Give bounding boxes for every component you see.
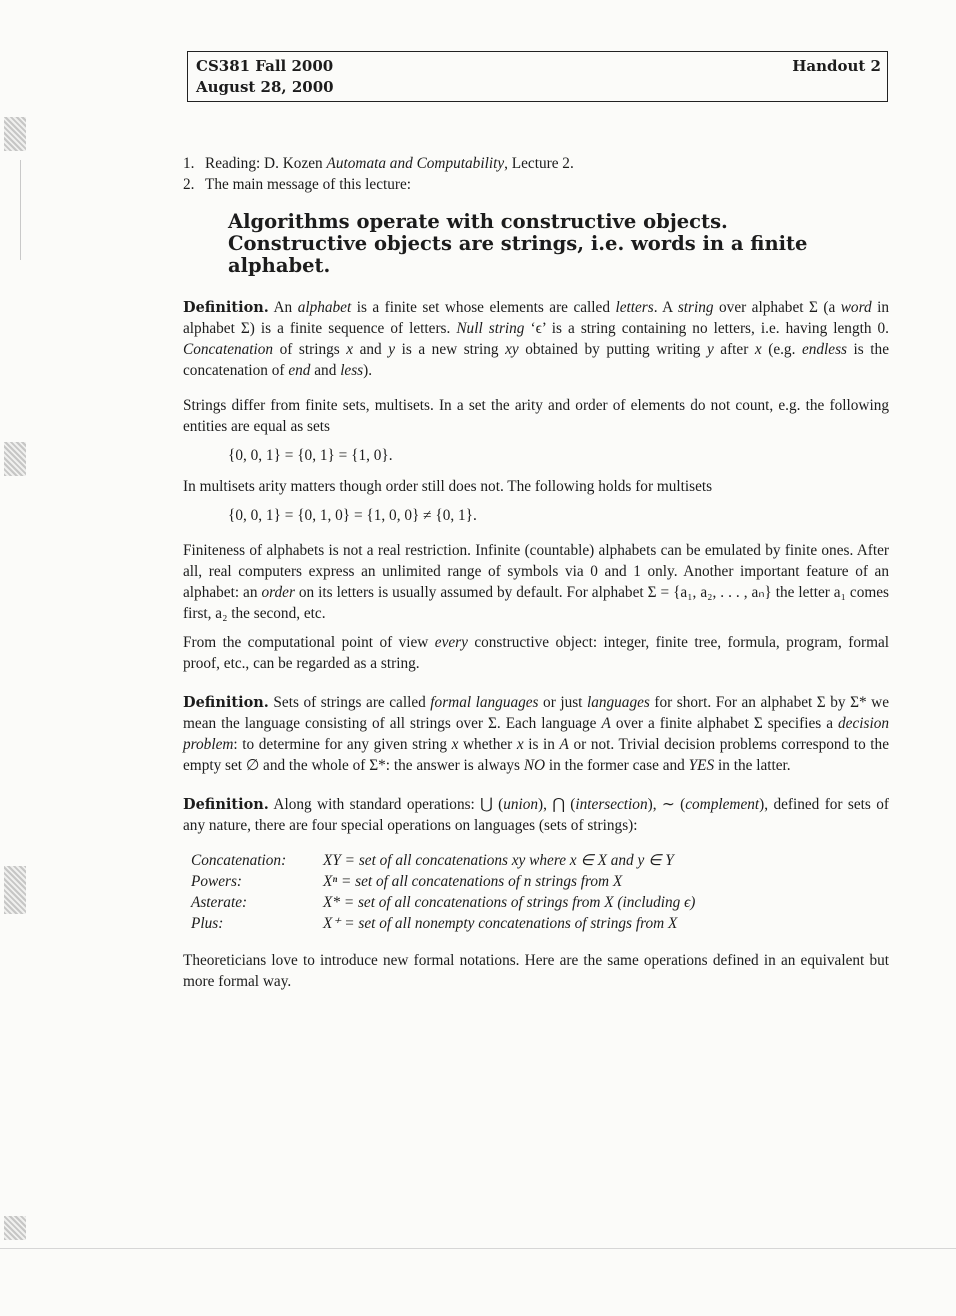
computational-paragraph: From the computational point of view every constructive object: integer, finite tree, formula, program, formal proof, etc., can be regarded as a string.: [183, 634, 890, 672]
sets-paragraph: Strings differ from finite sets, multisets. In a set the arity and order of elements do not count, e.g. the following entities are equal as sets: [183, 397, 889, 435]
definition-operations: Definition. Along with standard operations: ⋃ (union), ⋂ (intersection), ∼ (complement), defined for sets of any nature, there are four special operations on languages (sets of strings):: [183, 796, 889, 834]
document-body: [183, 153, 889, 992]
operations-table: [191, 850, 889, 934]
scan-artifact-middle: [4, 442, 26, 476]
definition-languages: Definition. Sets of strings are called formal languages or just languages for short. For an alphabet Σ by Σ* we mean the language consisting of all strings over Σ. Each language A over a finite alphabet Σ specifies a decision problem: to determine for any given string x whether x is in A or not. Trivial decision problems correspond to the empty set ∅ and the whole of Σ*: the answer is always NO in the former case and YES in the latter.: [183, 694, 889, 774]
course-title: CS381 Fall 2000: [196, 57, 334, 75]
operation-row: Asterate: X* = set of all concatenations of strings from X (including ϵ): [191, 894, 696, 911]
scan-margin-line: [20, 160, 21, 260]
multisets-paragraph: In multisets arity matters though order still does not. The following holds for multisets: [183, 478, 713, 495]
sets-formula: {0, 0, 1} = {0, 1} = {1, 0}.: [228, 447, 393, 464]
main-message-item: 2. The main message of this lecture:: [183, 176, 412, 193]
closing-paragraph: Theoreticians love to introduce new formal notations. Here are the same operations defined in an equivalent but more formal way.: [183, 952, 889, 990]
book-title: Automata and Computability: [326, 155, 505, 172]
finiteness-paragraph: Finiteness of alphabets is not a real restriction. Infinite (countable) alphabets can be emulated by finite ones. After all, real computers express an unlimited range of symbols via 0 and 1 only. Another important feature of an alphabet: an order on its letters is usually assumed by default. For alphabet Σ = {a₁, a₂, . . . , aₙ} the letter a₁ comes first, a₂ the second, etc.: [183, 542, 889, 622]
definition-alphabet: Definition. An alphabet is a finite set whose elements are called letters. A string over alphabet Σ (a word in alphabet Σ) is a finite sequence of letters. Null string ‘ϵ’ is a string containing no letters, i.e. having length 0. Concatenation of strings x and y is a new string xy obtained by putting writing y after x (e.g. endless is the concatenation of end and less).: [183, 299, 889, 379]
handout-date: August 28, 2000: [196, 78, 334, 96]
page-bottom-edge: [0, 1248, 956, 1249]
scan-artifact-bottom: [4, 1216, 26, 1240]
operation-row: Plus: X⁺ = set of all nonempty concatenations of strings from X: [191, 915, 678, 932]
handout-number: Handout 2: [792, 57, 881, 75]
main-message-banner: Algorithms operate with constructive objects. Constructive objects are strings, i.e. words in a finite alphabet.: [228, 210, 808, 277]
scan-artifact-lower: [4, 866, 26, 914]
multisets-formula: {0, 0, 1} = {0, 1, 0} = {1, 0, 0} ≠ {0, 1}.: [228, 507, 477, 524]
handout-header: [187, 51, 888, 102]
reading-item: 1. Reading: D. Kozen Automata and Computability, Lecture 2.: [183, 155, 574, 172]
operation-row: Concatenation: XY = set of all concatenations xy where x ∈ X and y ∈ Y: [191, 852, 674, 869]
operation-row: Powers: Xⁿ = set of all concatenations of n strings from X: [191, 873, 623, 890]
scan-artifact-top: [4, 117, 26, 151]
